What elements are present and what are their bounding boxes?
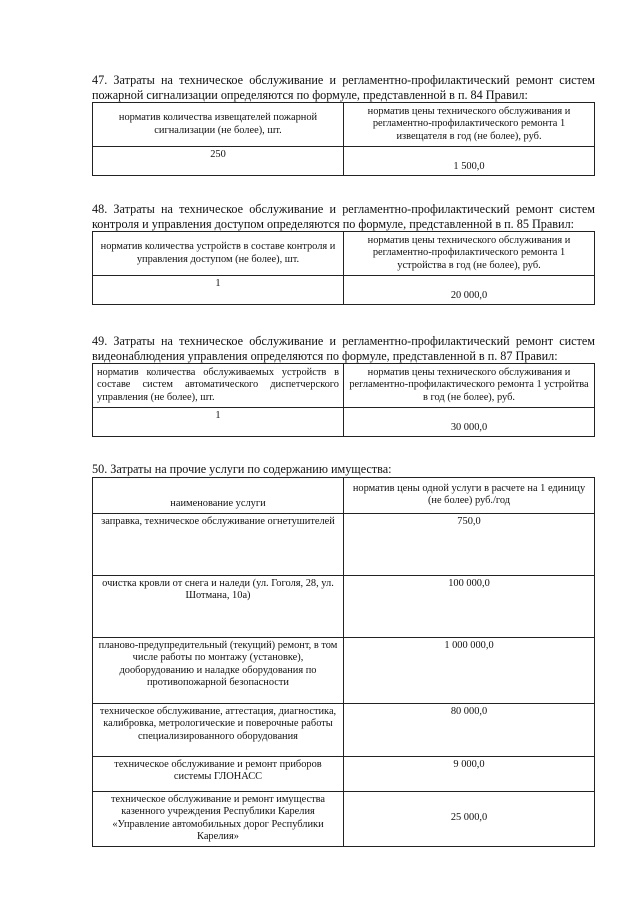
service-name: техническое обслуживание и ремонт имущества казенного учреждения Республики Карелия «Управление автомобильных дорог Республики Карелия» xyxy=(93,791,344,846)
col-header-quantity: норматив количества устройств в составе контроля и управления доступом (не более), шт. xyxy=(93,232,344,276)
table-row xyxy=(93,703,595,756)
service-price: 80 000,0 xyxy=(344,703,595,756)
col-header-price: норматив цены технического обслуживания и регламентно-профилактического ремонта 1 устройтва в год (не более), руб. xyxy=(344,364,595,408)
service-price: 1 000 000,0 xyxy=(344,637,595,703)
section-49-table xyxy=(92,363,595,437)
service-name: планово-предупредительный (текущий) ремонт, в том числе работы по монтажу (установке), дооборудованию и наладке оборудования по противопожарной безопасности xyxy=(93,637,344,703)
section-50-text: 50. Затраты на прочие услуги по содержанию имущества: xyxy=(92,462,392,476)
section-49 xyxy=(92,334,595,437)
table-row xyxy=(93,513,595,575)
section-49-text: 49. Затраты на техническое обслуживание и регламентно-профилактический ремонт систем видеонаблюдения управления определяются по формуле, представленной в п. 87 Правил: xyxy=(92,334,595,363)
section-48-table xyxy=(92,231,595,305)
price-value: 1 500,0 xyxy=(344,147,595,176)
section-48 xyxy=(92,202,595,305)
service-name: техническое обслуживание и ремонт приборов системы ГЛОНАСС xyxy=(93,756,344,791)
table-row xyxy=(93,791,595,846)
table-row xyxy=(93,756,595,791)
quantity-value: 1 xyxy=(93,408,344,437)
col-header-price: норматив цены технического обслуживания и регламентно-профилактического ремонта 1 извещателя в год (не более), руб. xyxy=(344,103,595,147)
col-header-price: норматив цены технического обслуживания и регламентно-профилактического ремонта 1 устройства в год (не более), руб. xyxy=(344,232,595,276)
price-value: 20 000,0 xyxy=(344,276,595,305)
price-value: 30 000,0 xyxy=(344,408,595,437)
col-header-service: наименование услуги xyxy=(93,477,344,513)
section-50 xyxy=(92,462,595,847)
col-header-quantity: норматив количества извещателей пожарной сигнализации (не более), шт. xyxy=(93,103,344,147)
section-47 xyxy=(92,73,595,176)
service-price: 750,0 xyxy=(344,513,595,575)
table-row xyxy=(93,575,595,637)
service-name: техническое обслуживание, аттестация, диагностика, калибровка, метрологические и поверочные работы специализированного оборудования xyxy=(93,703,344,756)
service-name: очистка кровли от снега и наледи (ул. Гоголя, 28, ул. Шотмана, 10а) xyxy=(93,575,344,637)
quantity-value: 250 xyxy=(93,147,344,176)
quantity-value: 1 xyxy=(93,276,344,305)
service-price: 9 000,0 xyxy=(344,756,595,791)
section-47-text: 47. Затраты на техническое обслуживание и регламентно-профилактический ремонт систем пожарной сигнализации определяются по формуле, представленной в п. 84 Правил: xyxy=(92,73,595,102)
section-48-text: 48. Затраты на техническое обслуживание и регламентно-профилактический ремонт систем контроля и управления доступом определяются по формуле, представленной в п. 85 Правил: xyxy=(92,202,595,231)
section-47-table xyxy=(92,102,595,176)
table-row xyxy=(93,637,595,703)
col-header-unit-price: норматив цены одной услуги в расчете на 1 единицу (не более) руб./год xyxy=(344,477,595,513)
service-price: 100 000,0 xyxy=(344,575,595,637)
section-50-table xyxy=(92,477,595,847)
service-name: заправка, техническое обслуживание огнетушителей xyxy=(93,513,344,575)
col-header-quantity: норматив количества обслуживаемых устройств в составе систем автоматического диспетчерского управления (не более), шт. xyxy=(93,364,344,408)
service-price: 25 000,0 xyxy=(344,791,595,846)
